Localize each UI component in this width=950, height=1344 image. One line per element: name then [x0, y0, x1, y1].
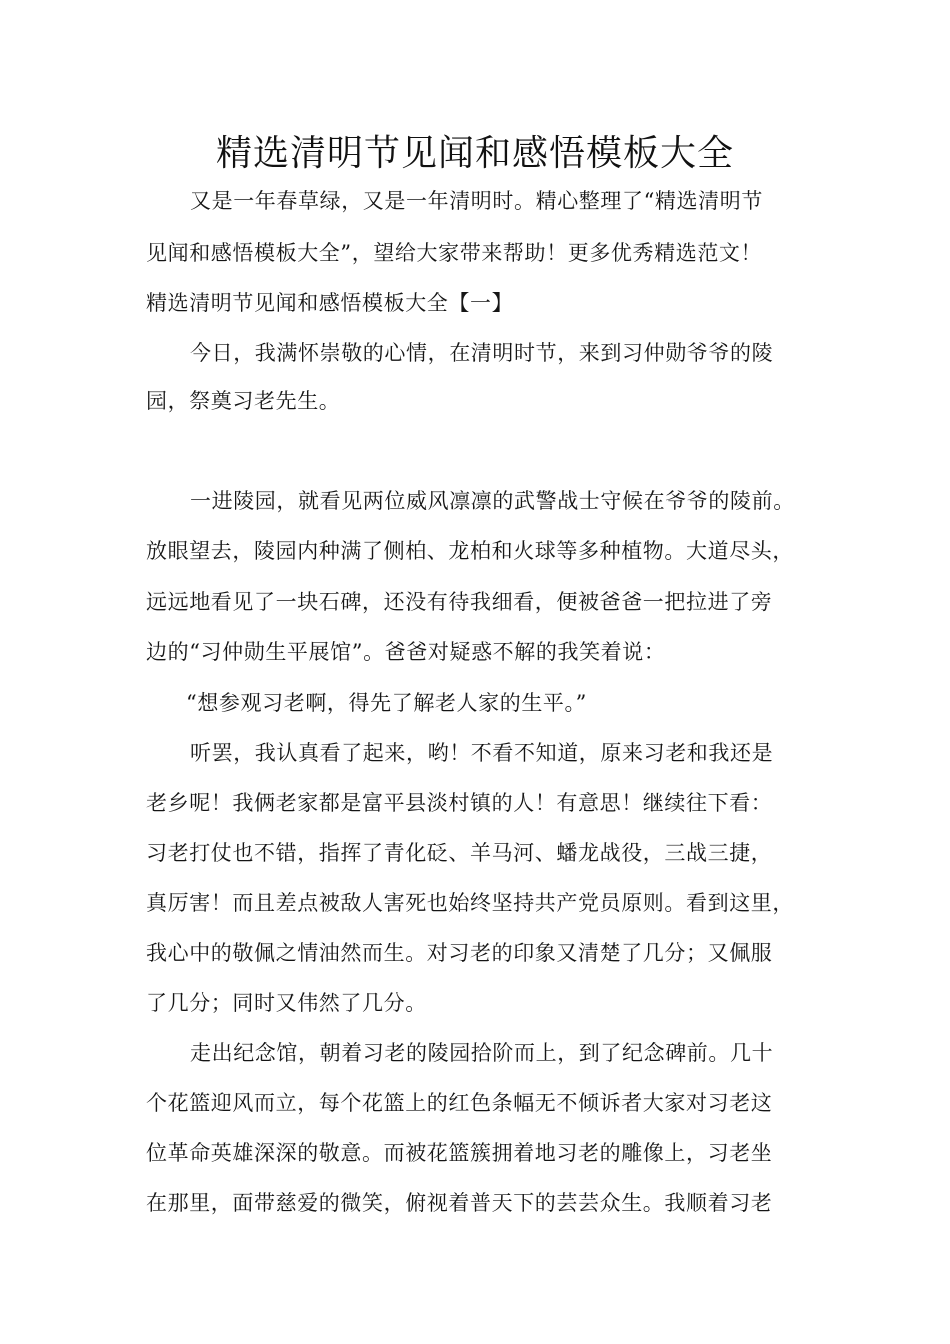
paragraph-line: 了几分；同时又伟然了几分。: [146, 991, 427, 1015]
paragraph-line: 个花篮迎风而立，每个花篮上的红色条幅无不倾诉者大家对习老这: [146, 1091, 773, 1115]
paragraph-line: 园，祭奠习老先生。: [146, 389, 341, 413]
paragraph-line: 放眼望去，陵园内种满了侧柏、龙柏和火球等多种植物。大道尽头，: [146, 539, 794, 563]
paragraph-line: 又是一年春草绿，又是一年清明时。精心整理了“精选清明节: [190, 189, 763, 213]
document-title: 精选清明节见闻和感悟模板大全: [215, 133, 734, 174]
paragraph-line: 听罢，我认真看了起来，哟！不看不知道，原来习老和我还是: [190, 741, 774, 765]
paragraph-line: 远远地看见了一块石碑，还没有待我细看，便被爸爸一把拉进了旁: [146, 590, 773, 614]
paragraph-line: 边的“习仲勋生平展馆”。爸爸对疑惑不解的我笑着说：: [146, 640, 666, 664]
paragraph-line: 真厉害！而且差点被敌人害死也始终坚持共产党员原则。看到这里，: [146, 891, 794, 915]
paragraph-line: 见闻和感悟模板大全”，望给大家带来帮助！更多优秀精选范文！: [146, 241, 763, 265]
quote-line: “想参观习老啊，得先了解老人家的生平。”: [186, 691, 587, 715]
paragraph-line: 位革命英雄深深的敬意。而被花篮簇拥着地习老的雕像上，习老坐: [146, 1141, 773, 1165]
section-heading: 精选清明节见闻和感悟模板大全【一】: [146, 291, 514, 315]
paragraph-line: 今日，我满怀崇敬的心情，在清明时节，来到习仲勋爷爷的陵: [190, 341, 774, 365]
paragraph-line: 在那里，面带慈爱的微笑，俯视着普天下的芸芸众生。我顺着习老: [146, 1191, 773, 1215]
paragraph-line: 走出纪念馆，朝着习老的陵园拾阶而上，到了纪念碑前。几十: [190, 1041, 774, 1065]
paragraph-line: 习老打仗也不错，指挥了青化砭、羊马河、蟠龙战役，三战三捷，: [146, 841, 773, 865]
paragraph-line: 一进陵园，就看见两位威风凛凛的武警战士守候在爷爷的陵前。: [190, 489, 795, 513]
paragraph-line: 老乡呢！我俩老家都是富平县淡村镇的人！有意思！继续往下看：: [146, 791, 773, 815]
paragraph-line: 我心中的敬佩之情油然而生。对习老的印象又清楚了几分；又佩服: [146, 941, 773, 965]
